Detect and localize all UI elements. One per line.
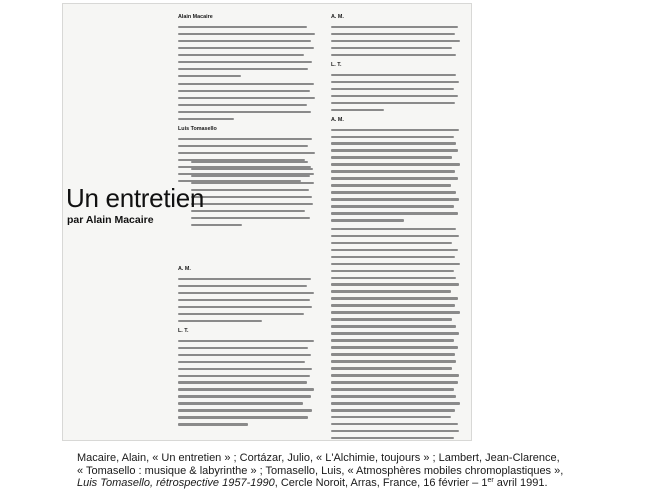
caption-text: , Cercle Noroit, Arras, France, 16 février – 1	[274, 477, 488, 489]
caption-line: « Tomasello : musique & labyrinthe » ; Tomasello, Luis, « Atmosphères mobiles chromoplastiques »,	[77, 464, 564, 477]
text-block	[178, 83, 318, 120]
article-column-right	[331, 14, 463, 440]
article-title: Un entretien	[66, 183, 205, 213]
text-block	[331, 14, 463, 56]
speaker-initials: A. M.	[331, 14, 344, 20]
text-block	[178, 328, 318, 426]
article-byline: par Alain Macaire	[67, 214, 154, 226]
illegible-text-lines	[178, 83, 318, 120]
text-block	[178, 14, 318, 77]
speaker-name: Alain Macaire	[178, 14, 213, 20]
caption-line	[77, 477, 597, 490]
caption-superscript: er	[487, 477, 494, 484]
illegible-text-lines	[178, 340, 318, 426]
speaker-initials: L. T.	[178, 327, 189, 334]
article-column-middle-lower	[178, 266, 318, 432]
article-inset-paragraph	[191, 156, 318, 226]
illegible-text-lines	[331, 129, 463, 222]
illegible-text-lines	[178, 278, 318, 322]
speaker-initials: A. M.	[178, 266, 191, 272]
illegible-text-lines	[75, 253, 170, 255]
text-block	[178, 266, 318, 322]
article-scan	[63, 4, 471, 440]
text-block	[331, 62, 463, 111]
image-caption	[77, 452, 597, 490]
illegible-text-lines	[331, 26, 463, 56]
speaker-initials: A. M.	[331, 116, 344, 123]
caption-text: avril 1991.	[493, 477, 548, 489]
article-title-block	[66, 184, 204, 226]
article-column-left	[75, 248, 170, 255]
caption-line: Macaire, Alain, « Un entretien » ; Cortázar, Julio, « L'Alchimie, toujours » ; Lambert, Jean-Clarence,	[77, 452, 560, 464]
illegible-text-lines	[191, 161, 318, 226]
caption-italic-title: Luis Tomasello, rétrospective 1957-1990	[77, 477, 275, 489]
speaker-name: Luis Tomasello	[178, 126, 217, 133]
text-block	[331, 117, 463, 222]
illegible-text-lines	[331, 228, 463, 440]
illegible-text-lines	[178, 26, 318, 77]
illegible-text-lines	[331, 74, 463, 111]
speaker-initials: L. T.	[331, 61, 342, 68]
text-block	[331, 228, 463, 440]
